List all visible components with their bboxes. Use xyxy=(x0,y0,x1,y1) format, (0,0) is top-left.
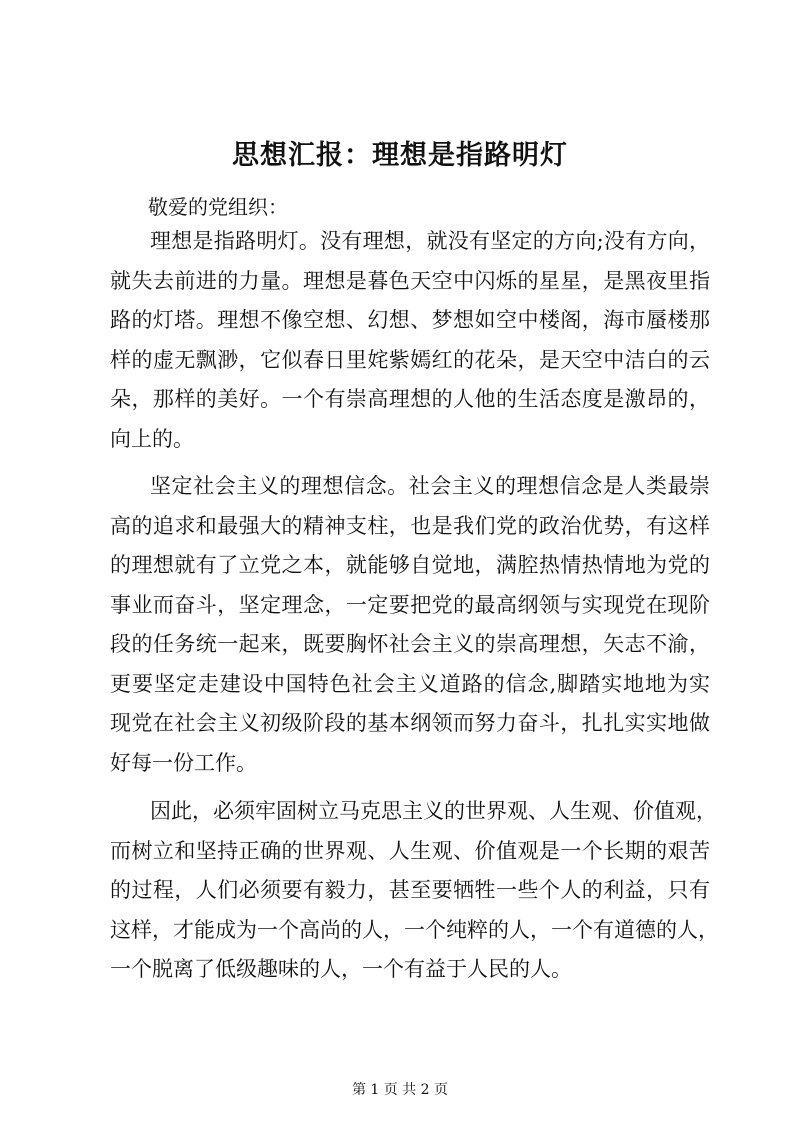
paragraph-worldview xyxy=(110,792,719,990)
paragraph-ideal-lamp xyxy=(110,222,710,459)
paragraph-line: 这样，才能成为一个高尚的人，一个纯粹的人，一个有道德的人， xyxy=(110,917,719,942)
document-title: 思想汇报：理想是指路明灯 xyxy=(232,140,568,171)
page-indicator: 第 1 页 共 2 页 xyxy=(351,1082,449,1098)
paragraph-line: 更要坚定走建设中国特色社会主义道路的信念,脚踏实地地为实 xyxy=(110,671,710,696)
paragraph-line: 的理想就有了立党之本，就能够自觉地，满腔热情热情地为党的 xyxy=(110,553,710,577)
paragraph-line: 好每一份工作。 xyxy=(110,750,257,775)
paragraph-line: 而树立和坚持正确的世界观、人生观、价值观是一个长期的艰苦 xyxy=(110,838,710,863)
paragraph-line: 高的追求和最强大的精神支柱，也是我们党的政治优势，有这样 xyxy=(110,513,710,538)
paragraph-line: 就失去前进的力量。理想是暮色天空中闪烁的星星，是黑夜里指 xyxy=(110,268,710,293)
paragraph-line: 样的虚无飘渺，它似春日里姹紫嫣红的花朵，是天空中洁白的云 xyxy=(110,347,710,372)
paragraph-line: 段的任务统一起来，既要胸怀社会主义的崇高理想，矢志不渝， xyxy=(110,632,710,656)
salutation: 敬爱的党组织： xyxy=(148,195,288,219)
paragraph-line: 向上的。 xyxy=(110,426,194,451)
paragraph-line: 现党在社会主义初级阶段的基本纲领而努力奋斗，扎扎实实地做 xyxy=(110,711,710,735)
paragraph-line: 一个脱离了低级趣味的人，一个有益于人民的人。 xyxy=(110,957,572,981)
paragraph-line: 的过程，人们必须要有毅力，甚至要牺牲一些个人的利益，只有 xyxy=(110,878,710,902)
paragraph-line: 坚定社会主义的理想信念。社会主义的理想信念是人类最崇 xyxy=(150,474,710,498)
paragraph-socialist-belief xyxy=(110,467,710,783)
paragraph-line: 事业而奋斗，坚定理念，一定要把党的最高纲领与实现党在现阶 xyxy=(110,592,710,617)
paragraph-line: 路的灯塔。理想不像空想、幻想、梦想如空中楼阁，海市蜃楼那 xyxy=(110,308,710,332)
paragraph-line: 朵，那样的美好。一个有崇高理想的人他的生活态度是激昂的， xyxy=(110,387,710,411)
paragraph-line: 理想是指路明灯。没有理想，就没有坚定的方向;没有方向， xyxy=(150,229,710,253)
paragraph-line: 因此，必须牢固树立马克思主义的世界观、人生观、价值观， xyxy=(150,799,717,823)
